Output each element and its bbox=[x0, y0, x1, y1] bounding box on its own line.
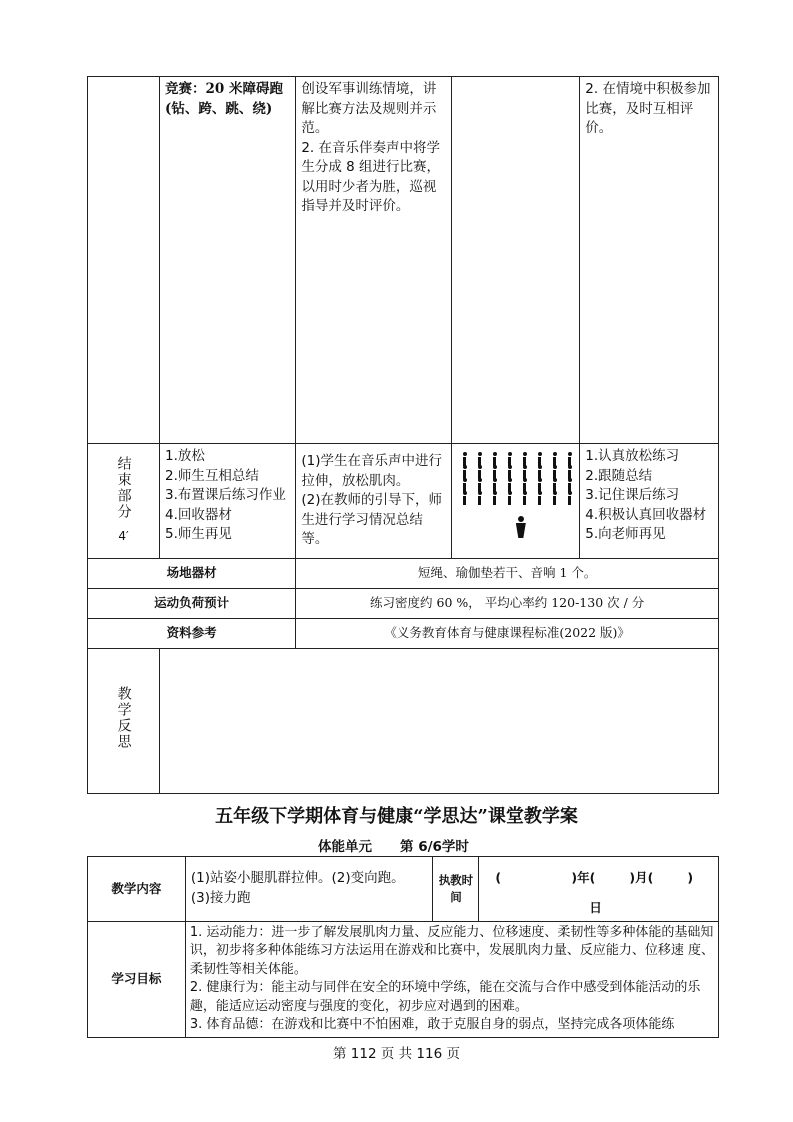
student-figure-icon bbox=[567, 478, 573, 492]
student-figure-icon bbox=[552, 465, 558, 479]
student-line: 1.认真放松练习 bbox=[585, 448, 680, 464]
student-figure-icon bbox=[477, 491, 483, 505]
content-line: 2.师生互相总结 bbox=[165, 467, 259, 484]
section-label-cell bbox=[88, 444, 160, 559]
page-number: 第 112 页 共 116 页 bbox=[333, 1046, 460, 1062]
date-paren: ( bbox=[495, 870, 502, 885]
goal-item: 1. 运动能力：进一步了解发展肌肉力量、反应能力、位移速度、柔韧性等多种体能的基础知识，初步将多种体能练习方法运用在游戏和比赛中，发展肌肉力量、反应能力、位移速 度、柔韧性等相关体能。 bbox=[189, 925, 714, 977]
student-figure-icon bbox=[552, 478, 558, 492]
student-figure-icon bbox=[492, 452, 498, 466]
content-line: (1)站姿小腿肌群拉伸。(2)变向跑。 bbox=[190, 870, 405, 887]
reference-value: 《义务教育体育与健康课程标准(2022 版)》 bbox=[296, 619, 719, 649]
section-cell bbox=[88, 77, 160, 444]
reference-label: 资料参考 bbox=[88, 619, 296, 649]
table-row bbox=[88, 922, 719, 1038]
student-figure-icon bbox=[492, 465, 498, 479]
student-line: 3.记住课后练习 bbox=[585, 487, 680, 504]
student-line: 5.向老师再见 bbox=[585, 526, 666, 543]
student-activity-cell bbox=[580, 77, 719, 444]
student-line: 2.跟随总结 bbox=[585, 467, 653, 484]
student-figure-icon bbox=[462, 452, 468, 466]
student-figure-icon bbox=[507, 465, 513, 479]
goals-value bbox=[185, 922, 718, 1038]
goals-label: 学习目标 bbox=[88, 922, 186, 1038]
document-title: 五年级下学期体育与健康“学思达”课堂教学案 bbox=[215, 806, 578, 827]
student-figure-icon bbox=[462, 465, 468, 479]
content-line: 1.放松 bbox=[165, 448, 205, 464]
content-line: (3)接力跑 bbox=[190, 890, 251, 906]
student-figure-icon bbox=[462, 478, 468, 492]
teacher-line: (2)在教师的引导下，师生进行学习情况总结等。 bbox=[301, 492, 442, 548]
content-line: (钻、跨、跳、绕) bbox=[165, 100, 273, 117]
time-label: 执教时间 bbox=[433, 857, 479, 922]
content-cell bbox=[160, 444, 296, 559]
equipment-value: 短绳、瑜伽垫若干、音响 1 个。 bbox=[296, 559, 719, 589]
table-row bbox=[88, 559, 719, 589]
student-figure-icon bbox=[477, 452, 483, 466]
student-line: 2. 在情境中积极参加比赛，及时互相评价。 bbox=[585, 81, 711, 137]
lesson-number: 第 6/6学时 bbox=[400, 839, 469, 855]
date-close: ) bbox=[687, 870, 694, 885]
student-figure-icon bbox=[567, 465, 573, 479]
student-figure-icon bbox=[522, 465, 528, 479]
content-value bbox=[185, 857, 433, 922]
date-cell bbox=[479, 857, 719, 922]
section-time: 4′ bbox=[118, 528, 129, 543]
student-figure-icon bbox=[552, 452, 558, 466]
student-figure-icon bbox=[537, 491, 543, 505]
student-figure-icon bbox=[522, 478, 528, 492]
teacher-activity-cell bbox=[296, 444, 451, 559]
section-label: 结束部分 bbox=[115, 455, 132, 520]
date-year: )年( bbox=[571, 870, 596, 885]
reflection-value bbox=[160, 649, 719, 794]
teacher-line: (1)学生在音乐声中进行拉伸，放松肌肉。 bbox=[301, 453, 442, 489]
lesson-plan-table bbox=[87, 76, 719, 794]
student-figure-icon bbox=[507, 452, 513, 466]
content-line: 竞赛：20 米障碍跑 bbox=[165, 81, 284, 97]
student-figure-icon bbox=[567, 452, 573, 466]
table-row bbox=[88, 649, 719, 794]
content-line: 4.回收器材 bbox=[165, 506, 232, 523]
student-figure-icon bbox=[552, 491, 558, 505]
goal-item: 2. 健康行为：能主动与同伴在安全的环境中学练，能在交流与合作中感受到体能活动的乐趣，能适应运动密度与强度的变化，初步应对遇到的困难。 bbox=[189, 980, 701, 1014]
student-figure-icon bbox=[522, 491, 528, 505]
load-label: 运动负荷预计 bbox=[88, 589, 296, 619]
reflection-label-cell bbox=[88, 649, 160, 794]
lesson-info-table bbox=[87, 856, 719, 1038]
goal-item: 3. 体育品德：在游戏和比赛中不怕困难，敢于克服自身的弱点，坚持完成各项体能练 bbox=[189, 1017, 675, 1033]
student-figure-icon bbox=[522, 452, 528, 466]
student-figure-icon bbox=[492, 478, 498, 492]
table-row bbox=[88, 444, 719, 559]
student-figure-icon bbox=[477, 478, 483, 492]
unit-name: 体能单元 bbox=[318, 839, 372, 855]
student-figure-icon bbox=[537, 465, 543, 479]
date-month: )月( bbox=[629, 870, 654, 885]
table-row bbox=[88, 589, 719, 619]
student-figure-icon bbox=[567, 491, 573, 505]
student-figure-icon bbox=[477, 465, 483, 479]
student-figure-icon bbox=[507, 478, 513, 492]
table-row bbox=[88, 619, 719, 649]
student-figure-icon bbox=[537, 452, 543, 466]
date-day: 日 bbox=[589, 900, 602, 915]
content-line: 5.师生再见 bbox=[165, 526, 232, 543]
teacher-line: 2. 在音乐伴奏声中将学生分成 8 组进行比赛，以用时少者为胜，巡视指导并及时评价。 bbox=[301, 139, 441, 215]
student-figure-icon bbox=[492, 491, 498, 505]
student-line: 4.积极认真回收器材 bbox=[585, 506, 707, 523]
equipment-label: 场地器材 bbox=[88, 559, 296, 589]
student-figure-icon bbox=[507, 491, 513, 505]
student-figure-icon bbox=[537, 478, 543, 492]
load-value: 练习密度约 60 %， 平均心率约 120-130 次 / 分 bbox=[296, 589, 719, 619]
content-label: 教学内容 bbox=[88, 857, 186, 922]
teacher-line: 创设军事训练情境，讲解比赛方法及规则并示范。 bbox=[301, 81, 437, 137]
teacher-activity-cell bbox=[296, 77, 451, 444]
formation-cell bbox=[451, 444, 579, 559]
content-line: 3.布置课后练习作业 bbox=[165, 487, 286, 504]
table-row bbox=[88, 77, 719, 444]
student-figure-icon bbox=[462, 491, 468, 505]
reflection-label: 教学反思 bbox=[115, 685, 132, 750]
student-activity-cell bbox=[580, 444, 719, 559]
teacher-figure-icon bbox=[516, 516, 526, 538]
table-row bbox=[88, 857, 719, 922]
content-cell bbox=[160, 77, 296, 444]
formation-cell bbox=[451, 77, 579, 444]
